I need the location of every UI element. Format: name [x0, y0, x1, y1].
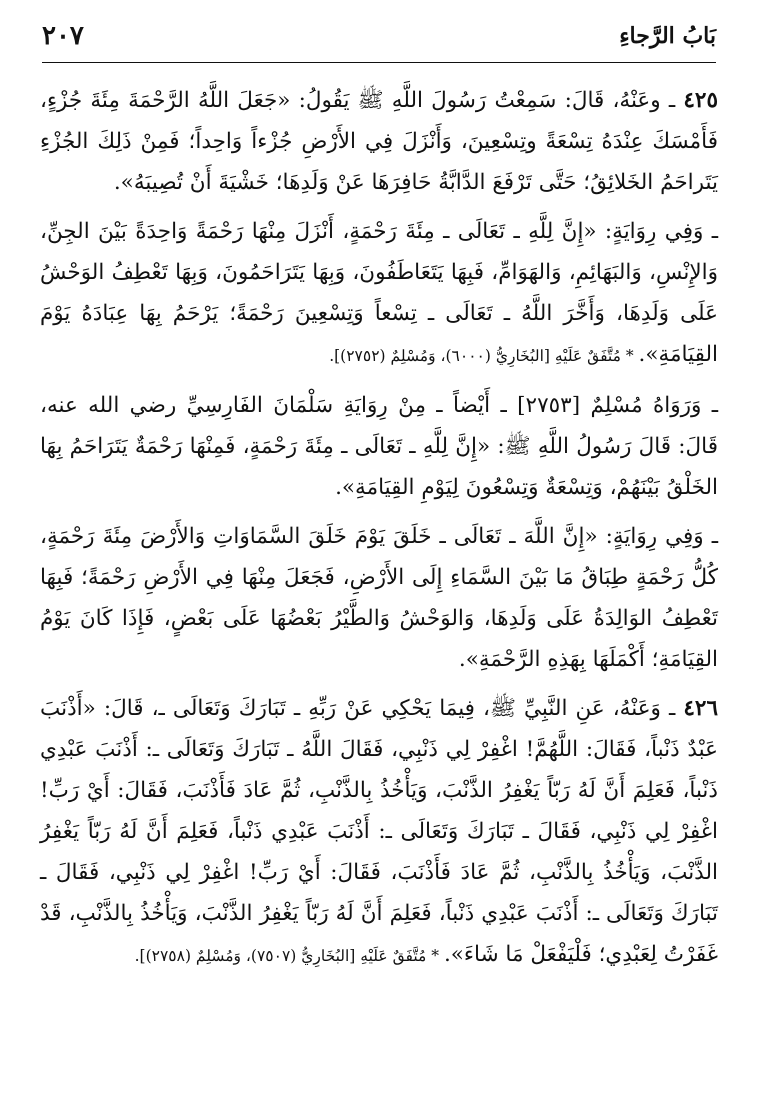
- narration-text: ـ وَفِي رِوَايَةٍ: «إِنَّ اللَّهَ ـ تَعَالَى ـ خَلَقَ يَوْمَ خَلَقَ السَّمَاوَاتِ وَالأَرْضَ مِئَةَ رَحْمَةٍ، كُلُّ رَحْمَةٍ طِبَاقُ مَا بَيْنَ السَّمَاءِ إِلَى الأَرْضِ، فَجَعَلَ مِنْهَا فِي الأَرْضِ رَحْمَةً؛ فَبِهَا تَعْطِفُ الوَالِدَةُ عَلَى وَلَدِهَا، وَالوَحْشُ وَالطَّيْرُ بَعْضُهَا عَلَى بَعْضٍ، فَإِذَا كَانَ يَوْمُ القِيَامَةِ؛ أَكْمَلَهَا بِهَذِهِ الرَّحْمَةِ».: [40, 524, 718, 672]
- narration-1: [40, 211, 718, 377]
- citation: * مُتَّفَقٌ عَلَيْهِ [البُخَارِيُّ (٧٥٠٧)، وَمُسْلِمٌ (٢٧٥٨)].: [134, 947, 444, 965]
- page-header: [42, 10, 716, 62]
- hadith-426: [40, 688, 718, 977]
- citation: * مُتَّفَقٌ عَلَيْهِ [البُخَارِيُّ (٦٠٠٠)، وَمُسْلِمٌ (٢٧٥٢)].: [329, 347, 639, 365]
- header-rule: [42, 62, 716, 63]
- hadith-number: ٤٢٥: [683, 88, 718, 113]
- hadith-425: [40, 80, 718, 203]
- chapter-title: بَابُ الرَّجاءِ: [619, 23, 716, 49]
- narration-text: ـ وَرَوَاهُ مُسْلِمٌ [٢٧٥٣] ـ أَيْضاً ـ مِنْ رِوَايَةِ سَلْمَانَ الفَارِسِيِّ رضي الله عنه، قَالَ: قَالَ رَسُولُ اللَّهِ ﷺ: «إِنَّ لِلَّهِ ـ تَعَالَى ـ مِئَةَ رَحْمَةٍ، فَمِنْهَا رَحْمَةٌ يَتَرَاحَمُ بِهَا الخَلْقُ بَيْنَهُمْ، وَتِسْعَةٌ وَتِسْعُونَ لِيَوْمِ القِيَامَةِ».: [40, 393, 719, 500]
- page-body: [40, 80, 718, 1092]
- hadith-text: ـ وعَنْهُ، قَالَ: سَمِعْتُ رَسُولَ اللَّهِ ﷺ يَقُولُ: «جَعَلَ اللَّهُ الرَّحْمَةَ مِئَةَ جُزْءٍ، فَأَمْسَكَ عِنْدَهُ تِسْعَةً وتِسْعِينَ، وَأَنْزَلَ فِي الأَرْضِ جُزْءاً وَاحِداً؛ فَمِنْ ذَلِكَ الجُزْءِ يَتَراحَمُ الخَلائِقُ؛ حَتَّى تَرْفَعَ الدَّابَّةُ حَافِرَهَا عَنْ وَلَدِهَا؛ خَشْيَةَ أَنْ تُصِيبَهُ».: [40, 88, 718, 195]
- narration-3: [40, 516, 718, 680]
- page-number: ٢٠٧: [42, 21, 84, 51]
- hadith-text: ـ وَعَنْهُ، عَنِ النَّبِيِّ ﷺ، فِيمَا يَحْكِي عَنْ رَبِّهِ ـ تَبَارَكَ وَتَعَالَى ـ، قَالَ: «أَذْنَبَ عَبْدٌ ذَنْباً، فَقَالَ: اللَّهُمَّ! اغْفِرْ لِي ذَنْبِي، فَقَالَ اللَّهُ ـ تَبَارَكَ وَتَعَالَى ـ: أَذْنَبَ عَبْدِي ذَنْباً، فَعَلِمَ أَنَّ لَهُ رَبّاً يَغْفِرُ الذَّنْبَ، وَيَأْخُذُ بِالذَّنْبِ، ثُمَّ عَادَ فَأَذْنَبَ، فَقَالَ: أَيْ رَبِّ! اغْفِرْ لِي ذَنْبِي، فَقَالَ ـ تَبَارَكَ وَتَعَالَى ـ: أَذْنَبَ عَبْدِي ذَنْباً، فَعَلِمَ أَنَّ لَهُ رَبّاً يَغْفِرُ الذَّنْبَ، وَيَأْخُذُ بِالذَّنْبِ، ثُمَّ عَادَ فَأَذْنَبَ، فَقَالَ: أَيْ رَبِّ! اغْفِرْ لِي ذَنْبِي، فَقَالَ ـ تَبَارَكَ وَتَعَالَى ـ: أَذْنَبَ عَبْدِي ذَنْباً، فَعَلِمَ أَنَّ لَهُ رَبّاً يَغْفِرُ الذَّنْبَ، وَيَأْخُذُ بِالذَّنْبِ، قَدْ غَفَرْتُ لِعَبْدِي؛ فَلْيَفْعَلْ مَا شَاءَ».: [40, 696, 718, 967]
- narration-text: ـ وَفِي رِوَايَةٍ: «إِنَّ لِلَّهِ ـ تَعَالَى ـ مِئَةَ رَحْمَةٍ، أَنْزَلَ مِنْهَا رَحْمَةً وَاحِدَةً بَيْنَ الجِنِّ، وَالإِنْسِ، وَالبَهَائِمِ، وَالهَوَامِّ، فَبِهَا يَتَعَاطَفُونَ، وَبِهَا يَتَرَاحَمُونَ، وَبِهَا تَعْطِفُ الوَحْشُ عَلَى وَلَدِهَا، وَأَخَّرَ اللَّهُ ـ تَعَالَى ـ تِسْعاً وَتِسْعِينَ رَحْمَةً؛ يَرْحَمُ بِهَا عِبَادَهُ يَوْمَ القِيَامَةِ».: [40, 219, 718, 367]
- hadith-number: ٤٢٦: [683, 696, 718, 721]
- narration-2: [40, 385, 718, 508]
